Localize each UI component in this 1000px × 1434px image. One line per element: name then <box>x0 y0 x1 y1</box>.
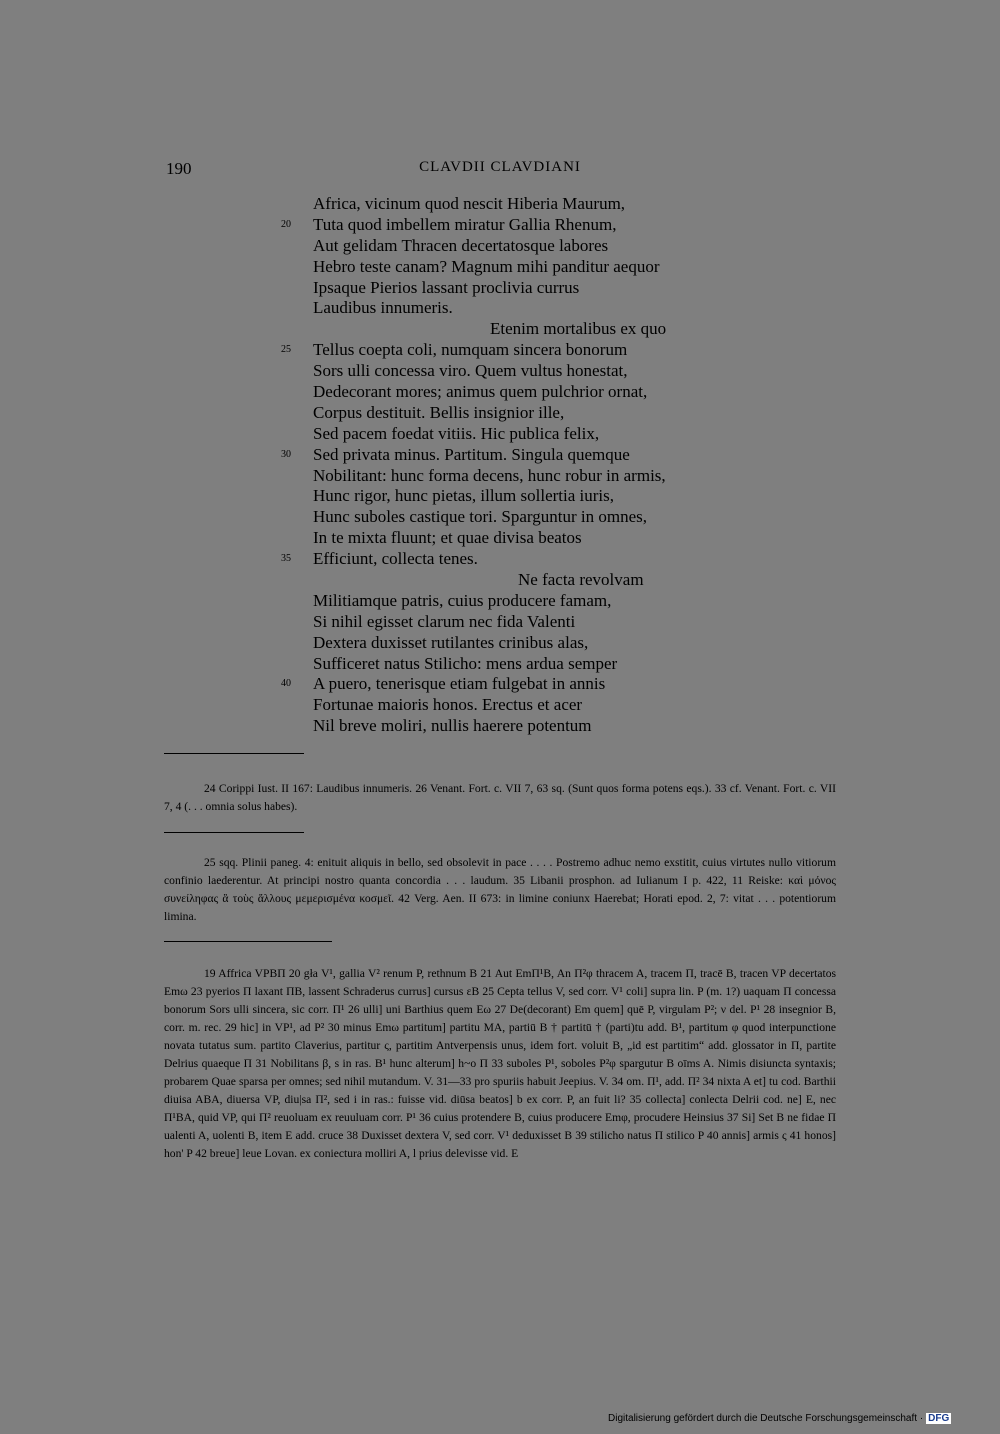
footer-credit: Digitalisierung gefördert durch die Deutsche Forschungsgemeinschaft · DFG <box>608 1413 950 1424</box>
verse-line <box>0 612 1000 633</box>
verse-line <box>0 716 1000 737</box>
verse-text: Tellus coepta coli, numquam sincera bonorum <box>313 340 628 360</box>
verse-line <box>0 549 1000 570</box>
verse-line <box>0 278 1000 299</box>
verse-text: Militiamque patris, cuius producere famam, <box>313 590 612 610</box>
apparatus-sources <box>164 780 836 816</box>
divider <box>164 941 332 942</box>
verse-text: Sufficeret natus Stilicho: mens ardua semper <box>313 653 618 673</box>
verse-text: Nobilitant: hunc forma decens, hunc robur in armis, <box>313 465 666 485</box>
footer-text: Digitalisierung gefördert durch die Deutsche Forschungsgemeinschaft <box>608 1413 918 1424</box>
verse-line <box>0 486 1000 507</box>
verse-text: Dextera duxisset rutilantes crinibus alas, <box>313 632 589 652</box>
verse-line <box>0 507 1000 528</box>
verse-text: Efficiunt, collecta tenes. <box>313 549 478 569</box>
verse-line <box>0 695 1000 716</box>
line-number: 20 <box>281 218 291 230</box>
verse-text: Aut gelidam Thracen decertatosque labores <box>313 235 609 255</box>
verse-line <box>0 654 1000 675</box>
verse-text: Hebro teste canam? Magnum mihi panditur aequor <box>313 256 660 276</box>
verse-line <box>0 570 1000 591</box>
verse-line <box>0 215 1000 236</box>
verse-line <box>0 194 1000 215</box>
verse-line <box>0 674 1000 695</box>
poem-text <box>0 194 1000 737</box>
verse-text: Ipsaque Pierios lassant proclivia currus <box>313 277 580 297</box>
verse-text: Corpus destituit. Bellis insignior ille, <box>313 402 565 422</box>
verse-text: Si nihil egisset clarum nec fida Valenti <box>313 611 576 631</box>
dfg-logo-icon: DFG <box>928 1413 950 1424</box>
verse-line <box>0 466 1000 487</box>
verse-text: Tuta quod imbellem miratur Gallia Rhenum, <box>313 214 617 234</box>
verse-line <box>0 445 1000 466</box>
verse-text: Laudibus innumeris. <box>313 298 453 318</box>
verse-line <box>0 528 1000 549</box>
verse-text: In te mixta fluunt; et quae divisa beatos <box>313 528 582 548</box>
verse-line <box>0 257 1000 278</box>
verse-line <box>0 319 1000 340</box>
verse-line <box>0 633 1000 654</box>
verse-line <box>0 403 1000 424</box>
verse-text: Africa, vicinum quod nescit Hiberia Maurum, <box>313 194 626 213</box>
running-title: CLAVDII CLAVDIANI <box>419 159 581 175</box>
verse-text: Hunc suboles castique tori. Sparguntur in omnes, <box>313 507 647 527</box>
verse-line <box>0 298 1000 319</box>
apparatus-parallels <box>164 854 836 926</box>
verse-line <box>0 382 1000 403</box>
apparatus-sources-text: 24 Corippi Iust. II 167: Laudibus innumeris. 26 Venant. Fort. c. VII 7, 63 sq. (Sunt quos forma potens eqs.). 33 cf. Venant. Fort. c. VII 7, 4 (. . . omnia solus habes). <box>164 782 836 813</box>
verse-text: A puero, tenerisque etiam fulgebat in annis <box>313 674 606 694</box>
line-number: 30 <box>281 448 291 460</box>
verse-text: Hunc rigor, hunc pietas, illum sollertia iuris, <box>313 486 615 506</box>
apparatus-parallels-text: 25 sqq. Plinii paneg. 4: enituit aliquis in bello, sed obsolevit in pace . . . . Postremo adhuc nemo exstitit, cuius virtutes nullo vitiorum confinio laederentur. At principi nostro quanta concordia . . . laudum. 35 Libanii prosphon. ad Iulianum I p. 422, 11 Reiske: καὶ μόνος συνείληφας ἃ τοὺς ἄλλους μεμερισμένα κοσμεῖ. 42 Verg. Aen. II 673: in limine coniunx Haerebat; Horati epod. 2, 7: vitat . . . potentiorum limina. <box>164 856 836 923</box>
verse-line <box>0 591 1000 612</box>
verse-text: Ne facta revolvam <box>518 570 644 590</box>
line-number: 35 <box>281 553 291 565</box>
verse-text: Fortunae maioris honos. Erectus et acer <box>313 695 583 715</box>
divider <box>164 832 304 833</box>
line-number: 25 <box>281 344 291 356</box>
verse-text: Dedecorant mores; animus quem pulchrior ornat, <box>313 382 648 402</box>
divider <box>164 753 304 754</box>
verse-line <box>0 340 1000 361</box>
line-number: 40 <box>281 678 291 690</box>
verse-text: Sed pacem foedat vitiis. Hic publica felix, <box>313 423 600 443</box>
verse-text: Sors ulli concessa viro. Quem vultus honestat, <box>313 361 628 381</box>
verse-line <box>0 361 1000 382</box>
verse-line <box>0 424 1000 445</box>
verse-text: Sed privata minus. Partitum. Singula quemque <box>313 444 630 464</box>
verse-text: Nil breve moliri, nullis haerere potentum <box>313 716 592 736</box>
apparatus-criticus-text: 19 Affrica VPBΠ 20 gła V¹, gallia V² renum P, rethnum B 21 Aut EmΠ¹B, An Π²φ thracem A, tracem Π, tracē B, tracen VP decertatos Emω 23 pyerios Π laxant ΠB, lassent Schraderus currus] cursus εB 25 Cepta tellus V, sed corr. V¹ coli] supra lin. P (m. 1?) uaquam Π concessa bonorum Sors ulli sincera, sic corr. Π¹ 26 ulli] uni Barthius quem Eω 27 De(decorant) Em quem] quē P, virgulam P²; ν del. P¹ 28 insegnior B, corr. m. rec. 29 hic] in VP¹, ad P² 30 minus Emω partitum] partitu MA, partiū B † partitū † (parti)tu add. B¹, partitum φ quod interpunctione novata tutatus sum. partito Claverius, partitur ς, partitim Antverpensis unus, idem fort. voluit B, „id est partitim“ add. glossator in Π, partite Delrius quaeque Π 31 Nobilitans β, s in ras. B¹ hunc alterum] h~o Π 33 suboles P¹, soboles P²φ spargutur B oīms A. Nimis disiuncta syntaxis; probarem Quae sparsa per omnes; sed nihil mutandum. V. 31—33 pro spuriis habuit Jeepius. V. 34 om. Π¹, add. Π² 34 nixta A et] tu cod. Barthii diuisa ABA, diuersa VP, diu|sa Π², sed i in ras.: fuisse vid. diūsa beatos] b ex corr. P, an fuit li? 35 collecta] conlecta Delrii cod. ne] E, nec Π¹BA, quid VP, qui Π² reuoluam ex reuuluam corr. P¹ 36 cuius protendere B, cuius producere Emφ, procudere Heinsius 37 Si] Set B ne fidae Π ualenti A, uolenti B, item E add. cruce 38 Duxisset dextera V, sed corr. V¹ deduxisset B 39 stilicho natus Π stilico P 40 annis] armis ς 41 honos] hon' P 42 breue] leue Lovan. ex coniectura molliri A, l prius delevisse vid. E <box>164 967 836 1160</box>
page-number: 190 <box>166 159 192 178</box>
apparatus-criticus <box>164 965 836 1163</box>
verse-text: Etenim mortalibus ex quo <box>490 319 667 339</box>
verse-line <box>0 236 1000 257</box>
